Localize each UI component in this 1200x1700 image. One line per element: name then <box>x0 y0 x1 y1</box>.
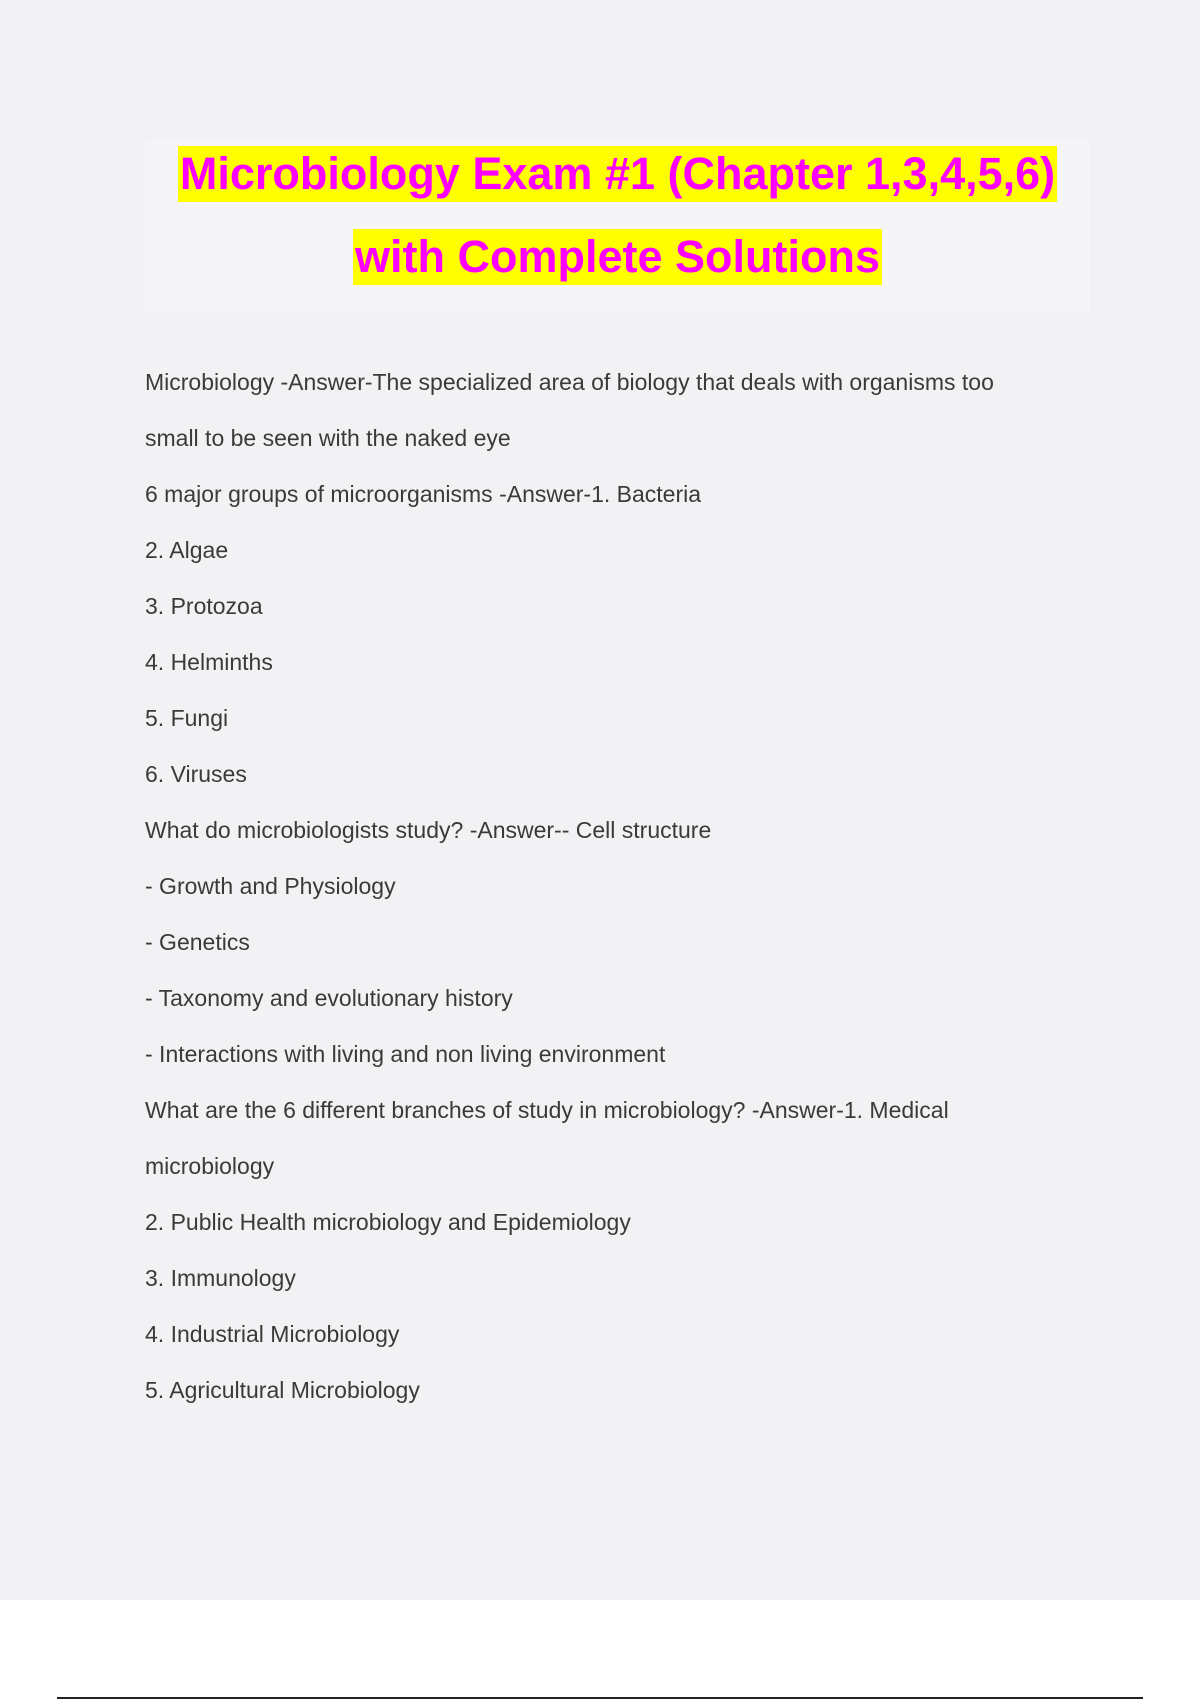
text-line: Microbiology -Answer-The specialized area of biology that deals with organisms too <box>145 369 994 395</box>
page-footer <box>0 1600 1200 1700</box>
text-line: - Genetics <box>145 929 250 955</box>
text-line: - Taxonomy and evolutionary history <box>145 985 513 1011</box>
footer-divider <box>57 1697 1143 1699</box>
text-line: 4. Helminths <box>145 649 273 675</box>
text-line: 2. Public Health microbiology and Epidemiology <box>145 1209 631 1235</box>
text-line: What are the 6 different branches of study in microbiology? -Answer-1. Medical <box>145 1097 949 1123</box>
text-line: 5. Agricultural Microbiology <box>145 1377 420 1403</box>
text-line: microbiology <box>145 1153 275 1179</box>
text-line: 5. Fungi <box>145 705 229 731</box>
text-line: - Growth and Physiology <box>145 873 396 899</box>
text-line: 4. Industrial Microbiology <box>145 1321 400 1347</box>
text-line: - Interactions with living and non living environment <box>145 1041 666 1067</box>
text-line: 3. Protozoa <box>145 593 263 619</box>
text-line: small to be seen with the naked eye <box>145 425 511 451</box>
document-title-line-2: with Complete Solutions <box>353 229 882 285</box>
text-line: What do microbiologists study? -Answer-- Cell structure <box>145 817 712 843</box>
document-body <box>145 360 1075 1424</box>
document-title-line-1: Microbiology Exam #1 (Chapter 1,3,4,5,6) <box>178 146 1057 202</box>
text-line: 2. Algae <box>145 537 229 563</box>
text-line: 3. Immunology <box>145 1265 296 1291</box>
text-line: 6. Viruses <box>145 761 247 787</box>
text-line: 6 major groups of microorganisms -Answer-1. Bacteria <box>145 481 702 507</box>
title-block <box>145 140 1090 312</box>
